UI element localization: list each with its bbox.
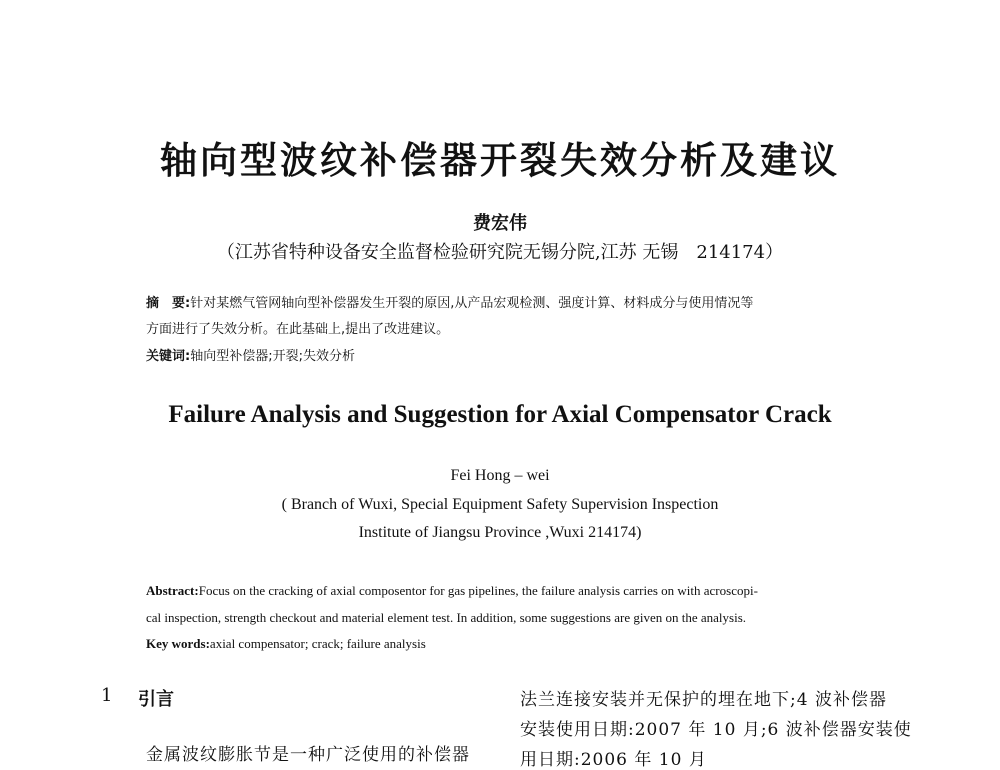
english-abstract-line-2: cal inspection, strength checkout and material element test. In addition, some suggestions are given on the analysis. — [146, 610, 747, 625]
chinese-abstract-label: 摘 要: — [146, 296, 191, 311]
english-author: Fei Hong – wei — [450, 467, 550, 484]
english-title: Failure Analysis and Suggestion for Axial Compensator Crack — [168, 401, 832, 428]
english-keywords-text: axial compensator; crack; failure analysis — [209, 636, 426, 651]
body-left-line-1: 金属波纹膨胀节是一种广泛使用的补偿器 — [146, 745, 470, 765]
chinese-abstract-line-1 — [146, 291, 753, 317]
chinese-abstract-line-2: 方面进行了失效分析。在此基础上,提出了改进建议。 — [146, 322, 450, 337]
chinese-abstract-text-1: 针对某燃气管网轴向型补偿器发生开裂的原因,从产品宏观检测、强度计算、材料成分与使用情况等 — [190, 296, 754, 311]
section-title: 引言 — [138, 689, 174, 710]
english-abstract-text-1: Focus on the cracking of axial composentor for gas pipelines, the failure analysis carries on with acroscopi- — [198, 583, 758, 598]
chinese-affiliation: （江苏省特种设备安全监督检验研究院无锡分院,江苏 无锡 214174） — [216, 242, 784, 263]
body-right-line-3: 用日期:2006 年 10 月 — [520, 750, 707, 770]
english-affiliation-line-1: ( Branch of Wuxi, Special Equipment Safety Supervision Inspection — [281, 496, 719, 513]
body-right-line-2: 安装使用日期:2007 年 10 月;6 波补偿器安装使 — [520, 720, 912, 740]
section-number: 1 — [101, 685, 113, 706]
english-affiliation-line-2: Institute of Jiangsu Province ,Wuxi 214174) — [358, 524, 642, 541]
chinese-title: 轴向型波纹补偿器开裂失效分析及建议 — [160, 138, 840, 182]
english-abstract-label: Abstract: — [146, 583, 199, 598]
chinese-author: 费宏伟 — [473, 213, 527, 234]
english-abstract-line-1 — [146, 578, 758, 604]
chinese-keywords-text: 轴向型补偿器;开裂;失效分析 — [190, 349, 355, 364]
english-keywords — [146, 631, 426, 657]
body-right-line-1: 法兰连接安装并无保护的埋在地下;4 波补偿器 — [520, 690, 887, 710]
chinese-keywords-label: 关键词: — [146, 349, 191, 364]
english-keywords-label: Key words: — [146, 636, 210, 651]
chinese-keywords — [146, 344, 355, 370]
